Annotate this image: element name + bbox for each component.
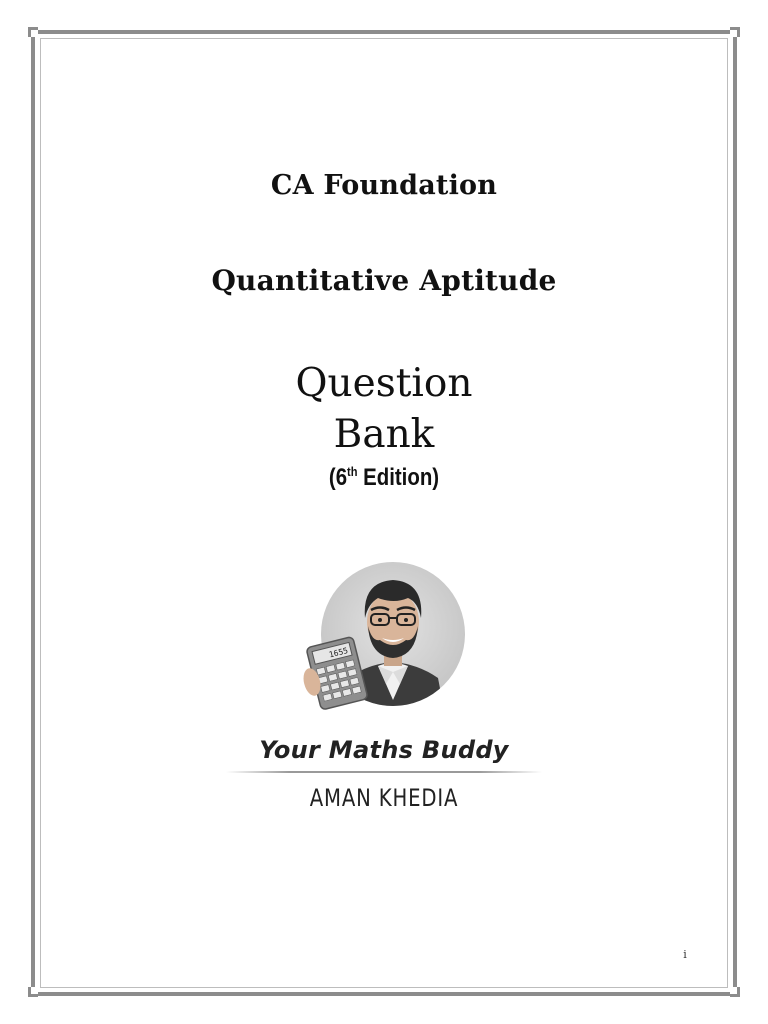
corner-ornament-bottom-right (730, 987, 740, 997)
edition-rest: Edition) (357, 464, 440, 491)
book-title-line-1: Question (295, 361, 473, 406)
corner-ornament-bottom-left (28, 987, 38, 997)
edition-label (58, 464, 711, 492)
author-name: AMAN KHEDIA (309, 784, 459, 812)
tagline: Your Maths Buddy (259, 736, 509, 764)
book-title-line-2: Bank (333, 412, 435, 457)
subject-title: Quantitative Aptitude (211, 264, 557, 297)
author-mascot-illustration (298, 560, 470, 730)
tagline-underline (226, 771, 542, 773)
exam-title: CA Foundation (270, 170, 498, 201)
corner-ornament-top-left (28, 27, 38, 37)
calculator-display-value: 1655 (328, 646, 349, 660)
corner-ornament-top-right (730, 27, 740, 37)
edition-ordinal-suffix: th (347, 464, 358, 479)
page-number: i (683, 948, 687, 961)
edition-open: (6 (328, 464, 348, 491)
